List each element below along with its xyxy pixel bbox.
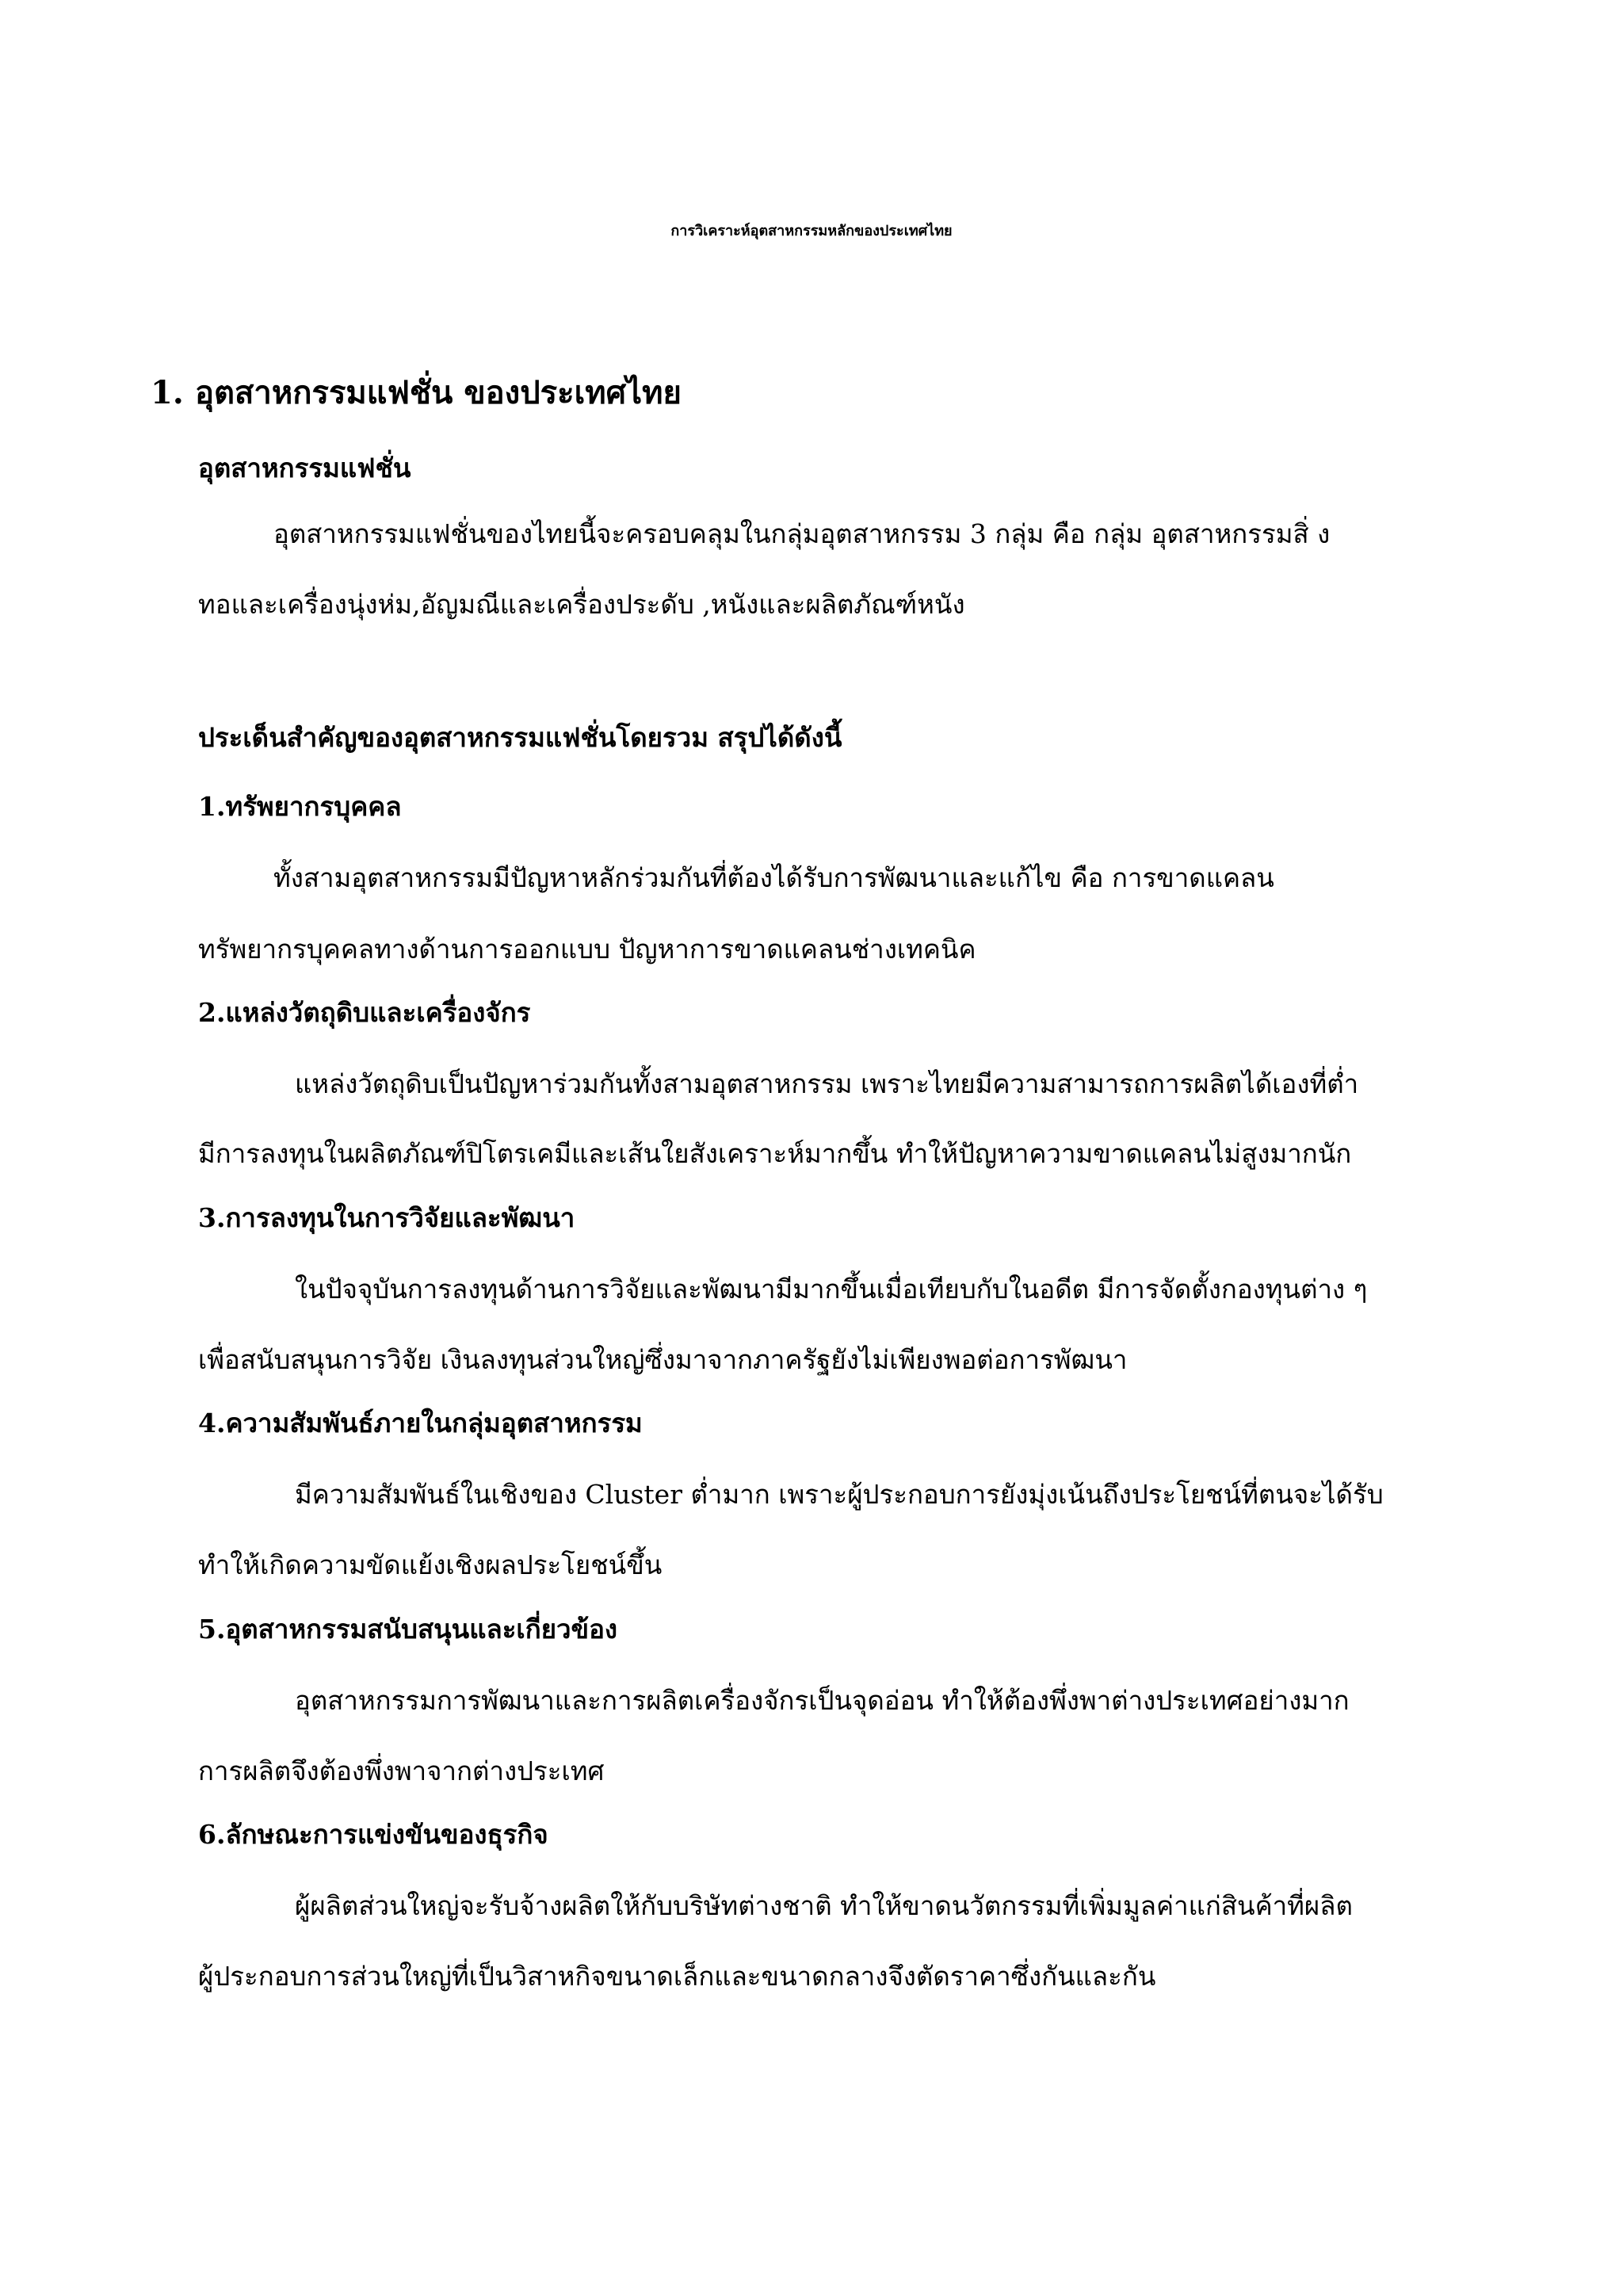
point-3-line-1: ในปัจจุบันการลงทุนด้านการวิจัยและพัฒนามีมากขึ้นเมื่อเทียบกับในอดีต มีการจัดตั้งกองทุนต่าง ๆ bbox=[295, 1274, 1368, 1305]
point-6-line-1: ผู้ผลิตส่วนใหญ่จะรับจ้างผลิตให้กับบริษัทต่างชาติ ทำให้ขาดนวัตกรรมที่เพิ่มมูลค่าแก่สินค้าที่ผลิต bbox=[295, 1890, 1353, 1921]
point-1-line-1: ทั้งสามอุตสาหกรรมมีปัญหาหลักร่วมกันที่ต้องได้รับการพัฒนาและแก้ไข คือ การขาดแคลน bbox=[273, 862, 1274, 893]
point-5-heading: 5.อุตสาหกรรมสนับสนุนและเกี่ยวข้อง bbox=[198, 1614, 618, 1645]
section-heading-text: อุตสาหกรรมแฟชั่น ของประเทศไทย bbox=[195, 374, 682, 411]
point-1-line-2: ทรัพยากรบุคคลทางด้านการออกแบบ ปัญหาการขาดแคลนช่างเทคนิค bbox=[198, 934, 976, 965]
point-4-line-2: ทำให้เกิดความขัดแย้งเชิงผลประโยชน์ขึ้น bbox=[198, 1549, 663, 1580]
point-2-heading: 2.แหล่งวัตถุดิบและเครื่องจักร bbox=[198, 997, 531, 1028]
intro-line-1: อุตสาหกรรมแฟชั่นของไทยนี้จะครอบคลุมในกลุ่มอุตสาหกรรม 3 กลุ่ม คือ กลุ่ม อุตสาหกรรมสิ่ ง bbox=[273, 518, 1331, 549]
document-title: การวิเคราะห์อุตสาหกรรมหลักของประเทศไทย bbox=[670, 223, 953, 239]
point-4-line-1: มีความสัมพันธ์ในเชิงของ Cluster ต่ำมาก เพราะผู้ประกอบการยังมุ่งเน้นถึงประโยชน์ที่ตนจะได้รับ bbox=[295, 1479, 1384, 1510]
intro-line-2: ทอและเครื่องนุ่งห่ม,อัญมณีและเครื่องประดับ ,หนังและผลิตภัณฑ์หนัง bbox=[198, 589, 965, 620]
point-6-heading: 6.ลักษณะการแข่งขันของธุรกิจ bbox=[198, 1819, 548, 1850]
intro-heading: อุตสาหกรรมแฟชั่น bbox=[198, 453, 411, 483]
point-2-line-2: มีการลงทุนในผลิตภัณฑ์ปิโตรเคมีและเส้นใยสังเคราะห์มากขึ้น ทำให้ปัญหาความขาดแคลนไม่สูงมากนัก bbox=[198, 1138, 1352, 1169]
point-3-heading: 3.การลงทุนในการวิจัยและพัฒนา bbox=[198, 1202, 575, 1233]
summary-heading: ประเด็นสำคัญของอุตสาหกรรมแฟชั่นโดยรวม สรุปได้ดังนี้ bbox=[198, 722, 842, 753]
point-1-heading: 1.ทรัพยากรบุคคล bbox=[198, 791, 402, 822]
point-5-line-1: อุตสาหกรรมการพัฒนาและการผลิตเครื่องจักรเป็นจุดอ่อน ทำให้ต้องพึ่งพาต่างประเทศอย่างมาก bbox=[295, 1685, 1350, 1716]
point-3-line-2: เพื่อสนับสนุนการวิจัย เงินลงทุนส่วนใหญ่ซึ่งมาจากภาครัฐยังไม่เพียงพอต่อการพัฒนา bbox=[198, 1344, 1128, 1375]
point-4-heading: 4.ความสัมพันธ์ภายในกลุ่มอุตสาหกรรม bbox=[198, 1408, 643, 1438]
point-5-line-2: การผลิตจึงต้องพึ่งพาจากต่างประเทศ bbox=[198, 1755, 605, 1786]
section-number: 1. bbox=[151, 374, 184, 411]
point-6-line-2: ผู้ประกอบการส่วนใหญ่ที่เป็นวิสาหกิจขนาดเล็กและขนาดกลางจึงตัดราคาซึ่งกันและกัน bbox=[198, 1961, 1156, 1992]
point-2-line-1: แหล่งวัตถุดิบเป็นปัญหาร่วมกันทั้งสามอุตสาหกรรม เพราะไทยมีความสามารถการผลิตได้เองที่ต่ำ bbox=[295, 1068, 1359, 1099]
section-heading bbox=[151, 369, 682, 417]
